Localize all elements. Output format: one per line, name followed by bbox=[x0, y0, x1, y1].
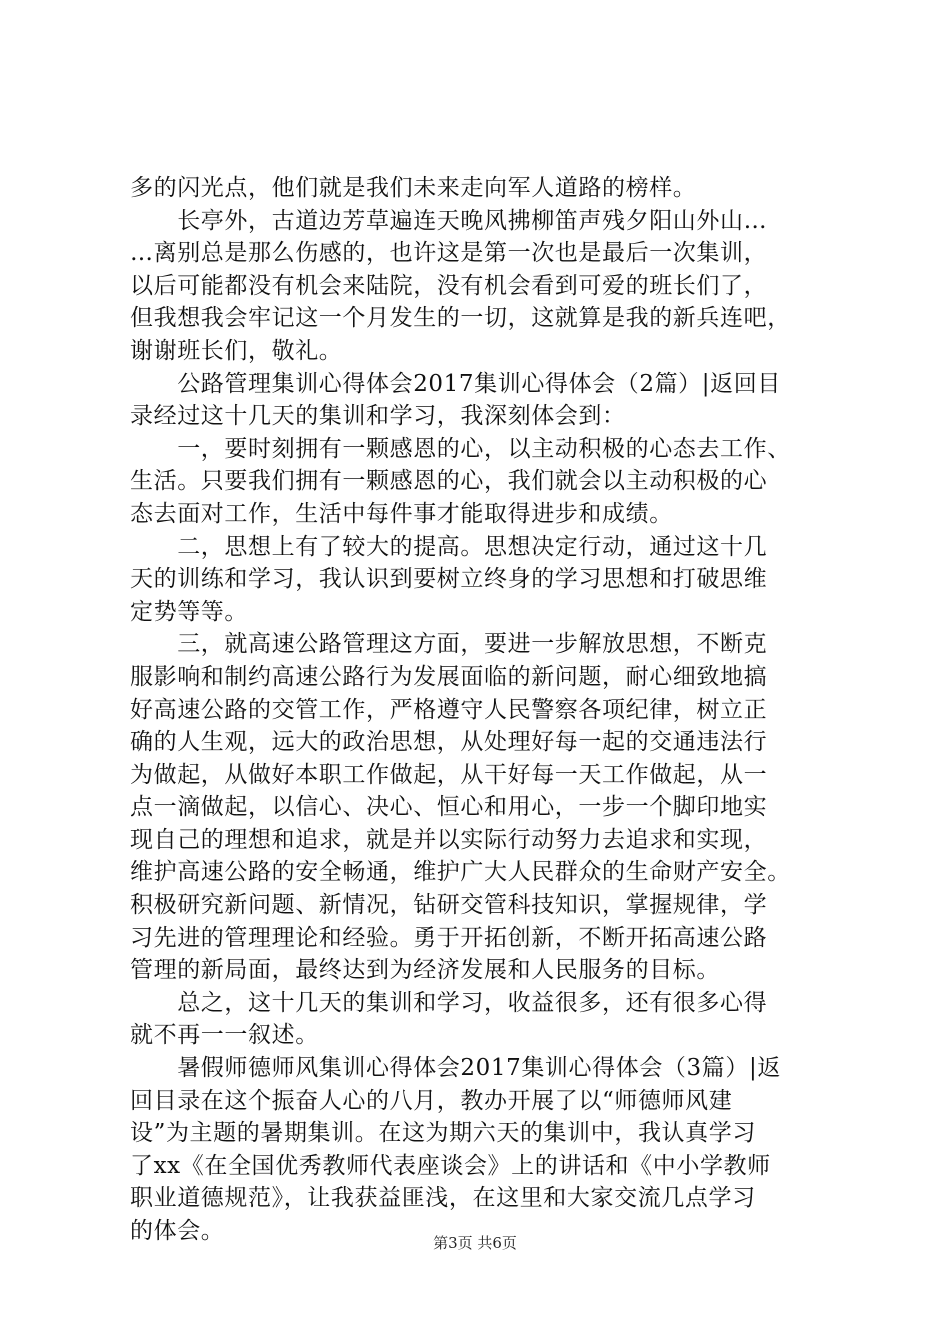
text-line: 以后可能都没有机会来陆院，没有机会看到可爱的班长们了， bbox=[130, 272, 768, 299]
page-footer: 第3页 共6页 bbox=[433, 1234, 517, 1252]
text-line: 服影响和制约高速公路行为发展面临的新问题，耐心细致地搞 bbox=[130, 663, 768, 690]
text-line: …离别总是那么伤感的，也许这是第一次也是最后一次集训， bbox=[130, 240, 768, 267]
text-line: 态去面对工作，生活中每件事才能取得进步和成绩。 bbox=[130, 500, 673, 527]
text-line: 为做起，从做好本职工作做起，从干好每一天工作做起，从一 bbox=[130, 761, 768, 788]
text-line: 公路管理集训心得体会2017集训心得体会（2篇）|返回目 bbox=[130, 370, 781, 397]
text-line: 谢谢班长们，敬礼。 bbox=[130, 337, 343, 364]
text-line: 三，就高速公路管理这方面，要进一步解放思想，不断克 bbox=[130, 631, 768, 658]
text-line: 多的闪光点，他们就是我们未来走向军人道路的榜样。 bbox=[130, 175, 697, 201]
text-line: 天的训练和学习，我认识到要树立终身的学习思想和打破思维 bbox=[130, 566, 768, 593]
text-line: 定势等等。 bbox=[130, 598, 248, 625]
text-line: 好高速公路的交管工作，严格遵守人民警察各项纪律，树立正 bbox=[130, 696, 768, 723]
text-line: 生活。只要我们拥有一颗感恩的心，我们就会以主动积极的心 bbox=[130, 468, 768, 495]
text-line: 现自己的理想和追求，就是并以实际行动努力去追求和实现， bbox=[130, 826, 768, 853]
text-line: 习先进的管理理论和经验。勇于开拓创新，不断开拓高速公路 bbox=[130, 924, 768, 951]
text-line: 点一滴做起，以信心、决心、恒心和用心，一步一个脚印地实 bbox=[130, 794, 768, 821]
text-line: 但我想我会牢记这一个月发生的一切，这就算是我的新兵连吧， bbox=[130, 305, 791, 332]
text-line: 管理的新局面，最终达到为经济发展和人民服务的目标。 bbox=[130, 957, 720, 984]
text-line: 回目录在这个振奋人心的八月，教办开展了以“师德师风建 bbox=[130, 1087, 733, 1114]
text-line: 的体会。 bbox=[130, 1218, 225, 1244]
text-line: 了xx《在全国优秀教师代表座谈会》上的讲话和《中小学教师 bbox=[130, 1152, 771, 1179]
document-body bbox=[130, 172, 830, 1248]
text-line: 就不再一一叙述。 bbox=[130, 1022, 319, 1049]
text-line: 设”为主题的暑期集训。在这为期六天的集训中，我认真学习 bbox=[130, 1120, 756, 1147]
text-line: 确的人生观，远大的政治思想，从处理好每一起的交通违法行 bbox=[130, 729, 768, 756]
text-line: 暑假师德师风集训心得体会2017集训心得体会（3篇）|返 bbox=[130, 1055, 781, 1082]
text-line: 积极研究新问题、新情况，钻研交管科技知识，掌握规律，学 bbox=[130, 892, 768, 919]
text-line: 录经过这十几天的集训和学习，我深刻体会到： bbox=[130, 403, 626, 430]
text-line: 一，要时刻拥有一颗感恩的心，以主动积极的心态去工作、 bbox=[130, 435, 791, 462]
text-line: 维护高速公路的安全畅通，维护广大人民群众的生命财产安全。 bbox=[130, 859, 791, 886]
text-line: 总之，这十几天的集训和学习，收益很多，还有很多心得 bbox=[130, 989, 768, 1016]
text-line: 二，思想上有了较大的提高。思想决定行动，通过这十几 bbox=[130, 533, 768, 560]
text-line: 长亭外，古道边芳草遍连天晚风拂柳笛声残夕阳山外山… bbox=[130, 207, 768, 234]
text-line: 职业道德规范》，让我获益匪浅，在这里和大家交流几点学习 bbox=[130, 1185, 756, 1212]
